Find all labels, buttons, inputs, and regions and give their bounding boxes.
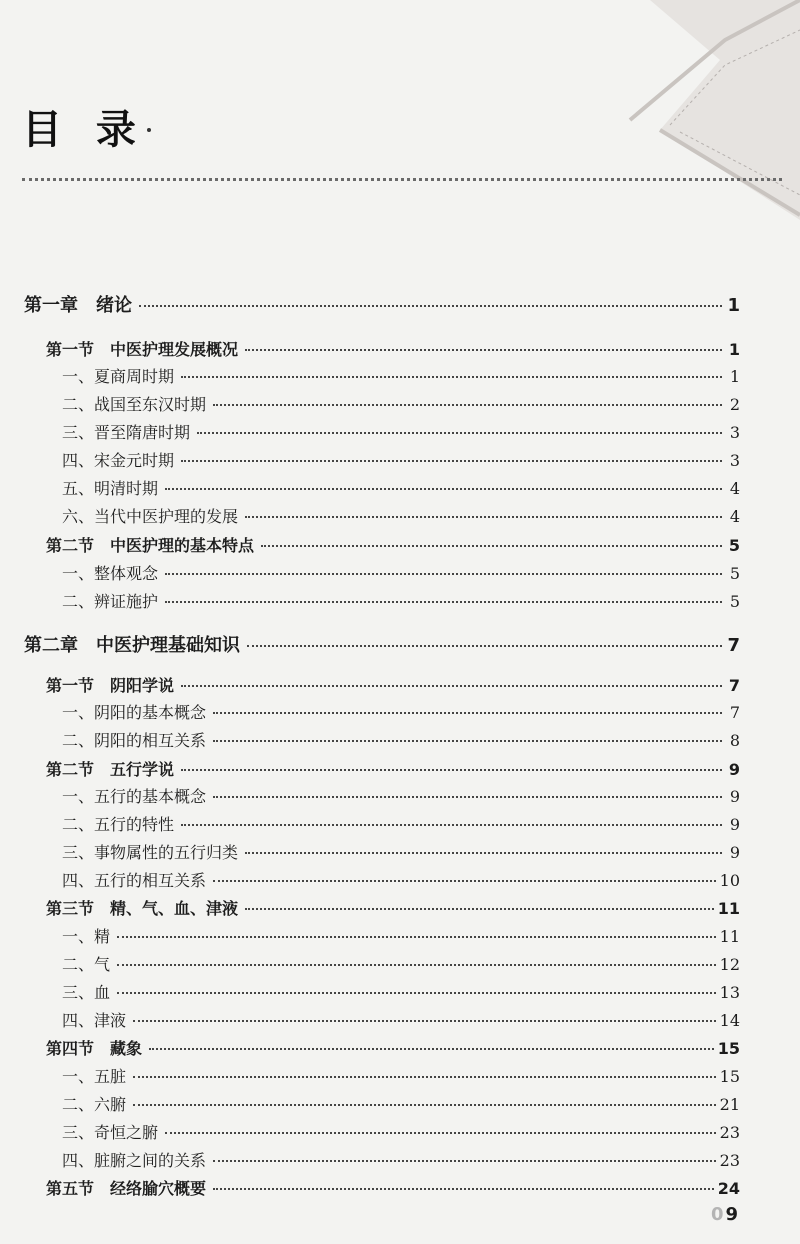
toc-entry-page: 3 <box>729 423 740 442</box>
toc-entry-page: 15 <box>717 1039 740 1058</box>
toc-dot-leader <box>165 1132 716 1134</box>
toc-entry-label: 三、血 <box>62 983 111 1002</box>
toc-dot-leader <box>139 305 722 307</box>
toc-entry-label: 一、五行的基本概念 <box>62 787 207 806</box>
toc-entry-page: 9 <box>729 815 740 834</box>
toc-entry-item[interactable] <box>62 728 740 751</box>
toc-entry-label: 二、辨证施护 <box>62 592 159 611</box>
toc-entry-item[interactable] <box>62 420 740 443</box>
toc-entry-label: 一、整体观念 <box>62 564 159 583</box>
toc-entry-page: 23 <box>719 1151 740 1170</box>
page-title: 目 录 <box>22 107 146 153</box>
toc-entry-page: 13 <box>719 983 740 1002</box>
toc-entry-item[interactable] <box>62 589 740 612</box>
toc-entry-page: 4 <box>729 507 740 526</box>
toc-entry-page: 1 <box>727 295 740 316</box>
toc-dot-leader <box>245 349 722 351</box>
toc-entry-label: 二、六腑 <box>62 1095 127 1114</box>
toc-entry-page: 9 <box>729 787 740 806</box>
toc-entry-section[interactable] <box>46 337 740 360</box>
toc-entry-label: 二、五行的特性 <box>62 815 175 834</box>
toc-entry-label: 四、五行的相互关系 <box>62 871 207 890</box>
toc-dot-leader <box>133 1020 716 1022</box>
toc-entry-page: 23 <box>719 1123 740 1142</box>
toc-entry-page: 7 <box>727 635 740 656</box>
toc-entry-label: 二、战国至东汉时期 <box>62 395 207 414</box>
toc-entry-item[interactable] <box>62 840 740 863</box>
toc-dot-leader <box>117 964 716 966</box>
toc-dot-leader <box>181 769 722 771</box>
toc-entry-item[interactable] <box>62 392 740 415</box>
toc-entry-page: 10 <box>719 871 740 890</box>
toc-entry-label: 四、宋金元时期 <box>62 451 175 470</box>
toc-entry-section[interactable] <box>46 1176 740 1199</box>
toc-dot-leader <box>181 824 722 826</box>
toc-dot-leader <box>213 740 722 742</box>
toc-dot-leader <box>181 685 722 687</box>
toc-entry-page: 9 <box>729 843 740 862</box>
toc-entry-item[interactable] <box>62 1064 740 1087</box>
toc-entry-item[interactable] <box>62 448 740 471</box>
toc-dot-leader <box>165 488 722 490</box>
toc-entry-page: 5 <box>728 536 740 555</box>
toc-entry-page: 2 <box>729 395 740 414</box>
toc-entry-label: 五、明清时期 <box>62 479 159 498</box>
toc-entry-label: 三、晋至隋唐时期 <box>62 423 191 442</box>
toc-entry-page: 7 <box>729 703 740 722</box>
toc-entry-item[interactable] <box>62 364 740 387</box>
toc-entry-section[interactable] <box>46 1036 740 1059</box>
toc-entry-page: 9 <box>728 760 740 779</box>
toc-entry-label: 一、夏商周时期 <box>62 367 175 386</box>
toc-dot-leader <box>213 1188 714 1190</box>
toc-entry-label: 三、事物属性的五行归类 <box>62 843 239 862</box>
toc-entry-label: 二、阴阳的相互关系 <box>62 731 207 750</box>
toc-entry-label: 第一章 绪论 <box>24 295 132 316</box>
toc-entry-section[interactable] <box>46 896 740 919</box>
toc-dot-leader <box>133 1076 716 1078</box>
toc-dot-leader <box>197 432 722 434</box>
toc-entry-label: 第二节 五行学说 <box>46 760 175 779</box>
toc-entry-label: 四、脏腑之间的关系 <box>62 1151 207 1170</box>
toc-entry-item[interactable] <box>62 1120 740 1143</box>
toc-entry-label: 第五节 经络腧穴概要 <box>46 1179 207 1198</box>
toc-entry-page: 1 <box>729 367 740 386</box>
toc-dot-leader <box>213 796 722 798</box>
toc-entry-label: 二、气 <box>62 955 111 974</box>
toc-entry-label: 四、津液 <box>62 1011 127 1030</box>
toc-dot-leader <box>245 516 722 518</box>
toc-entry-label: 第二章 中医护理基础知识 <box>24 635 240 656</box>
toc-entry-page: 4 <box>729 479 740 498</box>
toc-dot-leader <box>149 1048 714 1050</box>
toc-entry-page: 8 <box>729 731 740 750</box>
toc-entry-label: 第一节 阴阳学说 <box>46 676 175 695</box>
page-number <box>711 1204 738 1225</box>
toc-entry-item[interactable] <box>62 980 740 1003</box>
toc-entry-page: 11 <box>719 927 740 946</box>
toc-entry-chapter[interactable] <box>24 631 740 657</box>
toc-entry-item[interactable] <box>62 952 740 975</box>
toc-dot-leader <box>117 936 716 938</box>
toc-dot-leader <box>213 880 716 882</box>
toc-dot-leader <box>245 852 722 854</box>
toc-entry-item[interactable] <box>62 868 740 891</box>
toc-entry-item[interactable] <box>62 812 740 835</box>
toc-dot-leader <box>165 573 722 575</box>
page-number-value: 9 <box>725 1204 738 1225</box>
toc-entry-label: 第一节 中医护理发展概况 <box>46 340 239 359</box>
toc-dot-leader <box>181 376 722 378</box>
toc-entry-page: 15 <box>719 1067 740 1086</box>
toc-dot-leader <box>117 992 716 994</box>
toc-entry-item[interactable] <box>62 700 740 723</box>
toc-entry-label: 一、阴阳的基本概念 <box>62 703 207 722</box>
toc-entry-item[interactable] <box>62 924 740 947</box>
toc-entry-page: 5 <box>729 564 740 583</box>
toc-entry-label: 第二节 中医护理的基本特点 <box>46 536 255 555</box>
toc-entry-page: 7 <box>728 676 740 695</box>
toc-entry-label: 一、精 <box>62 927 111 946</box>
toc-dot-leader <box>181 460 722 462</box>
toc-entry-page: 21 <box>719 1095 740 1114</box>
toc-entry-page: 5 <box>729 592 740 611</box>
toc-entry-label: 第三节 精、气、血、津液 <box>46 899 239 918</box>
toc-entry-item[interactable] <box>62 476 740 499</box>
toc-entry-item[interactable] <box>62 784 740 807</box>
toc-dot-leader <box>213 712 722 714</box>
toc-entry-section[interactable] <box>46 533 740 556</box>
toc-entry-page: 3 <box>729 451 740 470</box>
toc-entry-label: 一、五脏 <box>62 1067 127 1086</box>
toc-entry-page: 24 <box>717 1179 740 1198</box>
toc-entry-item[interactable] <box>62 1008 740 1031</box>
toc-dot-leader <box>213 404 722 406</box>
toc-dot-leader <box>247 645 722 647</box>
toc-entry-item[interactable] <box>62 1148 740 1171</box>
toc-entry-item[interactable] <box>62 504 740 527</box>
toc-dot-leader <box>245 908 714 910</box>
toc-entry-label: 六、当代中医护理的发展 <box>62 507 239 526</box>
toc-entry-item[interactable] <box>62 1092 740 1115</box>
toc-entry-section[interactable] <box>46 673 740 696</box>
toc-entry-chapter[interactable] <box>24 291 740 317</box>
toc-dot-leader <box>261 545 722 547</box>
toc-entry-item[interactable] <box>62 561 740 584</box>
toc-entry-label: 三、奇恒之腑 <box>62 1123 159 1142</box>
toc-dot-leader <box>133 1104 716 1106</box>
toc-dot-leader <box>213 1160 716 1162</box>
toc-entry-page: 1 <box>728 340 740 359</box>
toc-dot-leader <box>165 601 722 603</box>
toc-entry-section[interactable] <box>46 757 740 780</box>
page-number-ghost: 0 <box>710 1204 724 1225</box>
toc-entry-label: 第四节 藏象 <box>46 1039 143 1058</box>
toc-entry-page: 14 <box>719 1011 740 1030</box>
toc-entry-page: 12 <box>719 955 740 974</box>
toc-entry-page: 11 <box>717 899 740 918</box>
